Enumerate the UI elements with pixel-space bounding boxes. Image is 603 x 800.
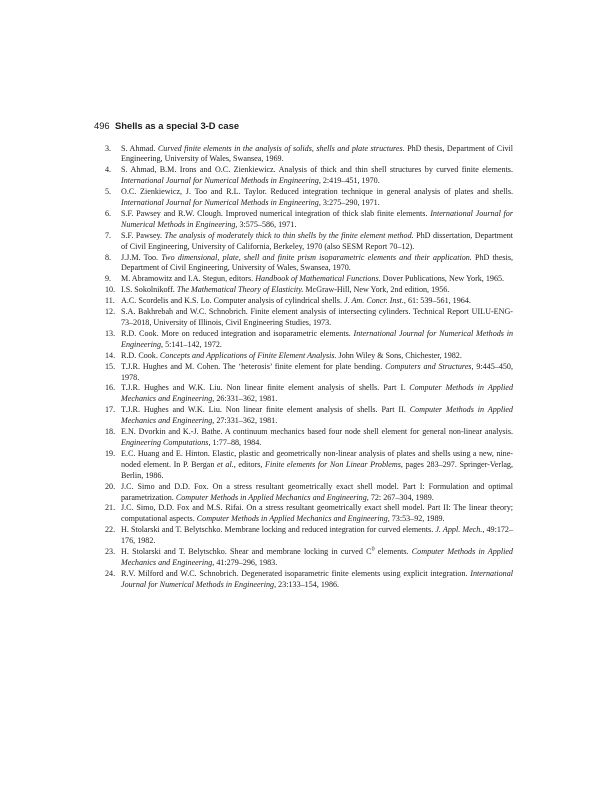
reference-italic-segment: International Journal for Numerical Methods in Engineering — [121, 568, 513, 589]
reference-segment: S.F. Pawsey and R.W. Clough. Improved numerical integration of thick slab finite elements. — [121, 208, 431, 218]
reference-italic-segment: Computer Methods in Applied Mechanics and Engineering — [175, 492, 367, 502]
reference-segment: , 26:331–362, 1981. — [212, 394, 278, 404]
reference-number: 15. — [105, 361, 116, 371]
reference-number: 10. — [105, 285, 116, 295]
reference-segment: E.C. Huang and E. Hinton. Elastic, plastic and geometrically non-linear analysis of plates and shells using a new, nine-noded element. In P. Bergan — [121, 448, 513, 469]
reference-segment: Dover Publications, New York, 1965. — [380, 274, 505, 284]
reference-italic-segment: International Journal for Numerical Methods in Engineering — [121, 328, 513, 349]
reference-segment: O.C. Zienkiewicz, J. Too and R.L. Taylor. Reduced integration technique in general analysis of plates and shells. — [121, 187, 513, 197]
reference-item — [105, 144, 513, 166]
reference-text — [121, 405, 513, 425]
reference-item — [105, 329, 513, 351]
reference-text — [121, 503, 513, 523]
reference-item — [105, 525, 513, 547]
reference-segment: S. Ahmad, B.M. Irons and O.C. Zienkiewicz. Analysis of thick and thin shell structures by curved finite elements. — [121, 165, 513, 175]
reference-italic-segment: Handbook of Mathematical Functions. — [255, 274, 381, 284]
reference-text — [121, 296, 471, 305]
reference-italic-segment: International Journal for Numerical Methods in Engineering — [121, 198, 319, 208]
reference-segment: R.V. Milford and W.C. Schnobrich. Degenerated isoparametric finite elements using explicit integration. — [121, 568, 471, 578]
reference-segment: I.S. Sokolnikoff. — [121, 285, 177, 295]
reference-segment: , 41:279–296, 1983. — [212, 557, 278, 567]
reference-number: 17. — [105, 405, 116, 415]
reference-text — [121, 427, 513, 447]
reference-number: 23. — [105, 547, 116, 557]
reference-segment: R.D. Cook. — [121, 350, 160, 360]
reference-number: 6. — [105, 208, 112, 218]
reference-italic-segment: Curved finite elements in the analysis of solids, shells and plate structures. — [157, 143, 405, 153]
page-number: 496 — [94, 120, 110, 131]
reference-text — [121, 274, 504, 283]
reference-italic-segment: International Journal for Numerical Methods in Engineering — [121, 176, 319, 186]
reference-segment: H. Stolarski and T. Belytschko. Shear and membrane locking in curved C — [121, 547, 372, 557]
reference-segment: A.C. Scordelis and K.S. Lo. Computer analysis of cylindrical shells. — [121, 296, 344, 306]
reference-segment: , 3:275–290, 1971. — [318, 198, 380, 208]
reference-item — [105, 285, 513, 296]
reference-item — [105, 253, 513, 275]
reference-italic-segment: Concepts and Applications of Finite Element Analysis. — [159, 350, 337, 360]
reference-italic-segment: Computer Methods in Applied Mechanics and Engineering — [121, 405, 513, 426]
reference-number: 3. — [105, 143, 112, 153]
reference-item — [105, 449, 513, 482]
reference-item — [105, 351, 513, 362]
reference-italic-segment: Computer Methods in Applied Mechanics and Engineering — [121, 547, 513, 567]
reference-item — [105, 165, 513, 187]
reference-number: 9. — [105, 274, 112, 284]
reference-segment: J.C. Simo, D.D. Fox and M.S. Rifai. On a stress resultant geometrically exact shell model. Part II: The linear theory; computational aspects. — [121, 503, 513, 524]
reference-list — [105, 144, 513, 591]
reference-text — [121, 383, 513, 403]
reference-number: 7. — [105, 230, 112, 240]
reference-segment: T.J.R. Hughes and M. Cohen. The ‘heterosis’ finite element for plate bending. — [121, 361, 386, 371]
reference-item — [105, 274, 513, 285]
reference-text — [121, 351, 462, 360]
reference-text — [121, 253, 513, 273]
reference-number: 4. — [105, 165, 112, 175]
reference-segment: elements. — [374, 547, 412, 557]
reference-segment: , 73:53–92, 1989. — [387, 514, 445, 524]
reference-number: 18. — [105, 427, 116, 437]
reference-segment: , 61: 539–561, 1964. — [403, 296, 471, 306]
reference-segment: , pages 283–297. Springer-Verlag, Berlin, 1986. — [121, 459, 514, 480]
reference-text — [121, 482, 513, 502]
reference-segment: J.C. Simo and D.D. Fox. On a stress resultant geometrically exact shell model. Part I: Formulation and optimal parametrization. — [121, 481, 513, 502]
reference-number: 13. — [105, 328, 116, 338]
reference-segment: , 72: 267–304, 1989. — [366, 492, 434, 502]
reference-item — [105, 569, 513, 591]
reference-italic-segment: Engineering Computations — [121, 437, 209, 447]
reference-segment: , 9:445–450, 1978. — [121, 361, 514, 382]
reference-segment: S.A. Bakhrebah and W.C. Schnobrich. Finite element analysis of intersecting cylinders. Technical Report UILU-ENG-73–2018, University of Illinois, Civil Engineering Studies, 1973. — [121, 307, 513, 327]
reference-text — [121, 449, 513, 480]
reference-segment: S. Ahmad. — [121, 143, 158, 153]
reference-item — [105, 427, 513, 449]
reference-text — [121, 329, 513, 349]
reference-text — [121, 569, 513, 589]
reference-number: 24. — [105, 568, 116, 578]
reference-item — [105, 209, 513, 231]
reference-italic-segment: The Mathematical Theory of Elasticity. — [176, 285, 304, 295]
reference-text — [121, 187, 513, 207]
reference-item — [105, 307, 513, 329]
reference-segment: T.J.R. Hughes and W.K. Liu. Non linear finite element analysis of shells. Part II. — [121, 405, 410, 415]
reference-number: 20. — [105, 481, 116, 491]
reference-italic-segment: et al. — [216, 459, 234, 469]
reference-text — [121, 165, 513, 185]
reference-item — [105, 231, 513, 253]
reference-item — [105, 383, 513, 405]
reference-text — [121, 525, 513, 545]
reference-italic-segment: The analysis of moderately thick to thin shells by the finite element method. — [164, 230, 414, 240]
reference-text — [121, 144, 513, 164]
reference-item — [105, 405, 513, 427]
reference-item — [105, 296, 513, 307]
reference-segment: PhD thesis, Department of Civil Engineering, University of Wales, Swansea, 1970. — [121, 252, 514, 273]
reference-item — [105, 547, 513, 569]
reference-segment: PhD dissertation, Department of Civil Engineering, University of California, Berkeley, 1970 (also SESM Report 70–12). — [121, 230, 513, 251]
reference-number: 22. — [105, 525, 116, 535]
reference-number: 19. — [105, 448, 116, 458]
reference-item — [105, 482, 513, 504]
reference-italic-segment: J. Appl. Mech. — [435, 525, 483, 535]
reference-segment: , 2:419–451, 1970. — [318, 176, 380, 186]
reference-item — [105, 187, 513, 209]
reference-item — [105, 503, 513, 525]
reference-text — [121, 307, 513, 327]
reference-text — [121, 209, 513, 229]
reference-segment: , 5:141–142, 1972. — [161, 339, 222, 349]
reference-segment: M. Abramowitz and I.A. Stegun, editors. — [121, 274, 256, 284]
reference-number: 11. — [105, 296, 115, 306]
reference-italic-segment: Two dimensional, plate, shell and finite prism isoparametric elements and their application. — [161, 252, 472, 262]
reference-italic-segment: Computer Methods in Applied Mechanics and Engineering — [196, 514, 388, 524]
reference-number: 8. — [105, 252, 112, 262]
reference-segment: , 27:331–362, 1981. — [212, 416, 278, 426]
reference-segment: McGraw-Hill, New York, 2nd edition, 1956. — [303, 285, 450, 295]
reference-number: 21. — [105, 503, 116, 513]
reference-segment: T.J.R. Hughes and W.K. Liu. Non linear finite element analysis of shells. Part I. — [121, 383, 410, 393]
reference-text — [121, 231, 513, 251]
reference-segment: , 23:133–154, 1986. — [274, 579, 340, 589]
reference-segment: John Wiley & Sons, Chichester, 1982. — [336, 350, 462, 360]
reference-segment: , 49:172–176, 1982. — [121, 525, 514, 546]
reference-segment: E.N. Dvorkin and K.-J. Bathe. A continuum mechanics based four node shell element for general non-linear analysis. — [121, 427, 513, 437]
reference-italic-segment: Computer Methods in Applied Mechanics and Engineering — [121, 383, 513, 404]
reference-segment: PhD thesis, Department of Civil Engineering, University of Wales, Swansea, 1969. — [121, 143, 513, 164]
reference-italic-segment: Computers and Structures — [385, 361, 472, 371]
reference-item — [105, 362, 513, 384]
running-header — [94, 119, 239, 133]
reference-segment: H. Stolarski and T. Belytschko. Membrane locking and reduced integration for curved elements. — [121, 525, 436, 535]
reference-number: 16. — [105, 383, 116, 393]
reference-segment: , editors, — [233, 459, 266, 469]
reference-segment: S.F. Pawsey. — [121, 230, 165, 240]
reference-segment: , 3:575–586, 1971. — [235, 219, 297, 229]
reference-segment: J.J.M. Too. — [121, 252, 162, 262]
reference-number: 12. — [105, 307, 116, 317]
reference-superscript: 0 — [371, 546, 375, 553]
reference-italic-segment: J. Am. Concr. Inst. — [344, 296, 404, 306]
reference-italic-segment: Finite elements for Non Linear Problems — [265, 459, 401, 469]
reference-segment: , 1:77–88, 1984. — [208, 437, 262, 447]
running-title: Shells as a special 3-D case — [115, 120, 240, 131]
reference-text — [121, 285, 449, 294]
reference-number: 5. — [105, 187, 112, 197]
reference-italic-segment: International Journal for Numerical Methods in Engineering — [121, 208, 513, 229]
reference-text — [121, 362, 513, 382]
reference-text — [121, 547, 513, 567]
reference-number: 14. — [105, 350, 116, 360]
reference-segment: R.D. Cook. More on reduced integration and isoparametric elements. — [121, 328, 354, 338]
